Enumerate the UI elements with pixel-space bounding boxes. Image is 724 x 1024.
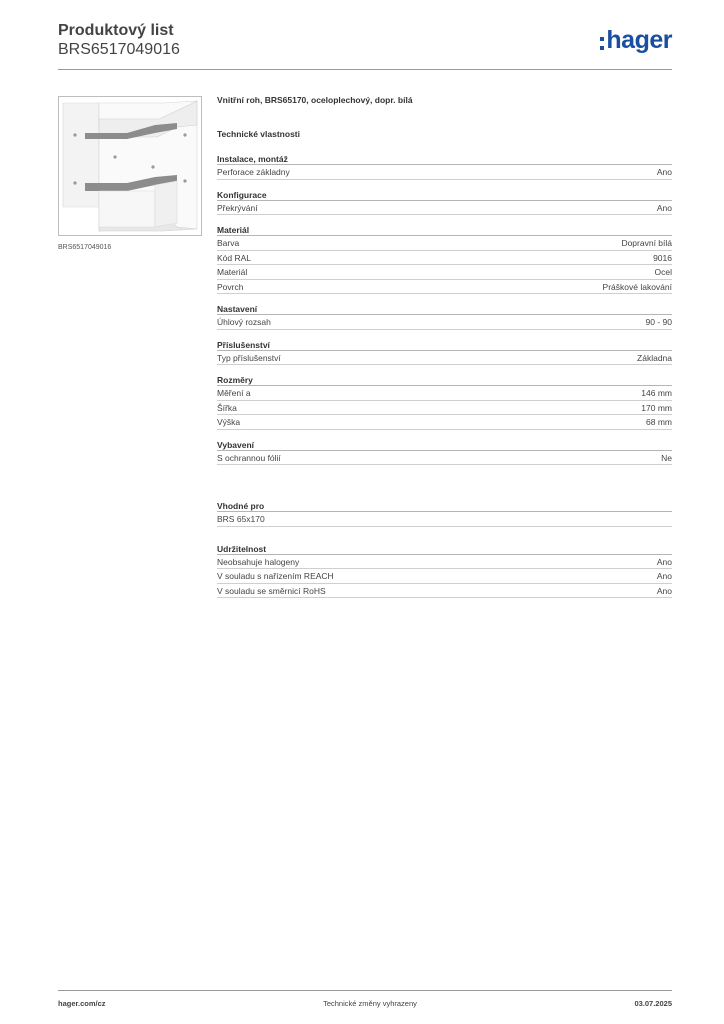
spec-value: Ano (656, 556, 672, 567)
page-footer (58, 990, 672, 1008)
spec-value: Ano (656, 571, 672, 582)
spec-value: 68 mm (646, 417, 672, 428)
section-title: Konfigurace (217, 190, 672, 201)
sustainability-section (217, 544, 672, 599)
section-title: Materiál (217, 225, 672, 236)
spec-value: 170 mm (641, 402, 672, 413)
spec-value: 146 mm (641, 388, 672, 399)
spec-row (217, 280, 672, 295)
section-title: Instalace, montáž (217, 154, 672, 165)
spec-row (217, 415, 672, 430)
spec-label: Šířka (217, 402, 237, 413)
spec-label: Barva (217, 238, 240, 249)
spec-row (217, 201, 672, 216)
spec-value: Ne (661, 452, 672, 463)
footer-website[interactable]: hager.com/cz (58, 999, 106, 1008)
spec-label: V souladu se směrnicí RoHS (217, 585, 326, 596)
spec-value: Ano (656, 585, 672, 596)
product-image (58, 96, 202, 236)
spec-row (217, 512, 672, 527)
spec-row (217, 451, 672, 466)
spec-row (217, 165, 672, 180)
spec-label: Kód RAL (217, 252, 252, 263)
spec-label: V souladu s nařízením REACH (217, 571, 334, 582)
spec-label: BRS 65x170 (217, 514, 265, 525)
section-title: Příslušenství (217, 340, 672, 351)
spec-sections (217, 154, 672, 465)
document-title: Produktový list (58, 22, 174, 39)
spec-label: Překrývání (217, 202, 258, 213)
section-title: Vybavení (217, 440, 672, 451)
spec-label: Povrch (217, 281, 244, 292)
spec-row (217, 555, 672, 570)
footer-note: Technické změny vyhrazeny (323, 999, 417, 1008)
spec-row (217, 584, 672, 599)
spec-row (217, 251, 672, 266)
spec-section (217, 501, 672, 527)
spec-row (217, 236, 672, 251)
product-description: Vnitřní roh, BRS65170, oceloplechový, dopr. bílá (217, 95, 413, 105)
spec-section (217, 375, 672, 430)
spec-value: Dopravní bílá (621, 238, 672, 249)
tech-properties-title: Technické vlastnosti (217, 129, 300, 139)
spec-row (217, 386, 672, 401)
section-title: Rozměry (217, 375, 672, 386)
spec-section (217, 340, 672, 366)
spec-row (217, 315, 672, 330)
product-code: BRS6517049016 (58, 41, 180, 58)
spec-section (217, 225, 672, 294)
spec-value: Ocel (654, 267, 672, 278)
spec-section (217, 440, 672, 466)
spec-value: 9016 (653, 252, 672, 263)
page-header (58, 22, 672, 70)
spec-value: Ano (656, 202, 672, 213)
spec-row (217, 569, 672, 584)
section-title: Udržitelnost (217, 544, 672, 555)
spec-label: Typ příslušenství (217, 352, 281, 363)
logo-text: hager (606, 26, 672, 54)
spec-row (217, 401, 672, 416)
spec-value: Práškové lakování (602, 281, 672, 292)
spec-section (217, 190, 672, 216)
corner-duct-icon (59, 97, 201, 235)
section-title: Vhodné pro (217, 501, 672, 512)
suitable-section (217, 501, 672, 527)
spec-label: Neobsahuje halogeny (217, 556, 300, 567)
logo-dots-icon (600, 37, 604, 50)
spec-value: Ano (656, 167, 672, 178)
spec-label: Výška (217, 417, 241, 428)
image-caption: BRS6517049016 (58, 244, 112, 251)
spec-label: Úhlový rozsah (217, 317, 271, 328)
spec-section (217, 544, 672, 599)
spec-section (217, 154, 672, 180)
spec-row (217, 351, 672, 366)
spec-value: Základna (637, 352, 672, 363)
spec-value: 90 - 90 (645, 317, 672, 328)
spec-content (217, 95, 672, 598)
spec-label: Perforace základny (217, 167, 290, 178)
footer-date: 03.07.2025 (634, 999, 672, 1008)
spec-section (217, 304, 672, 330)
spec-label: Materiál (217, 267, 248, 278)
spec-label: Měření a (217, 388, 251, 399)
section-title: Nastavení (217, 304, 672, 315)
spec-label: S ochrannou fólií (217, 452, 281, 463)
hager-logo (600, 26, 672, 55)
spec-row (217, 265, 672, 280)
